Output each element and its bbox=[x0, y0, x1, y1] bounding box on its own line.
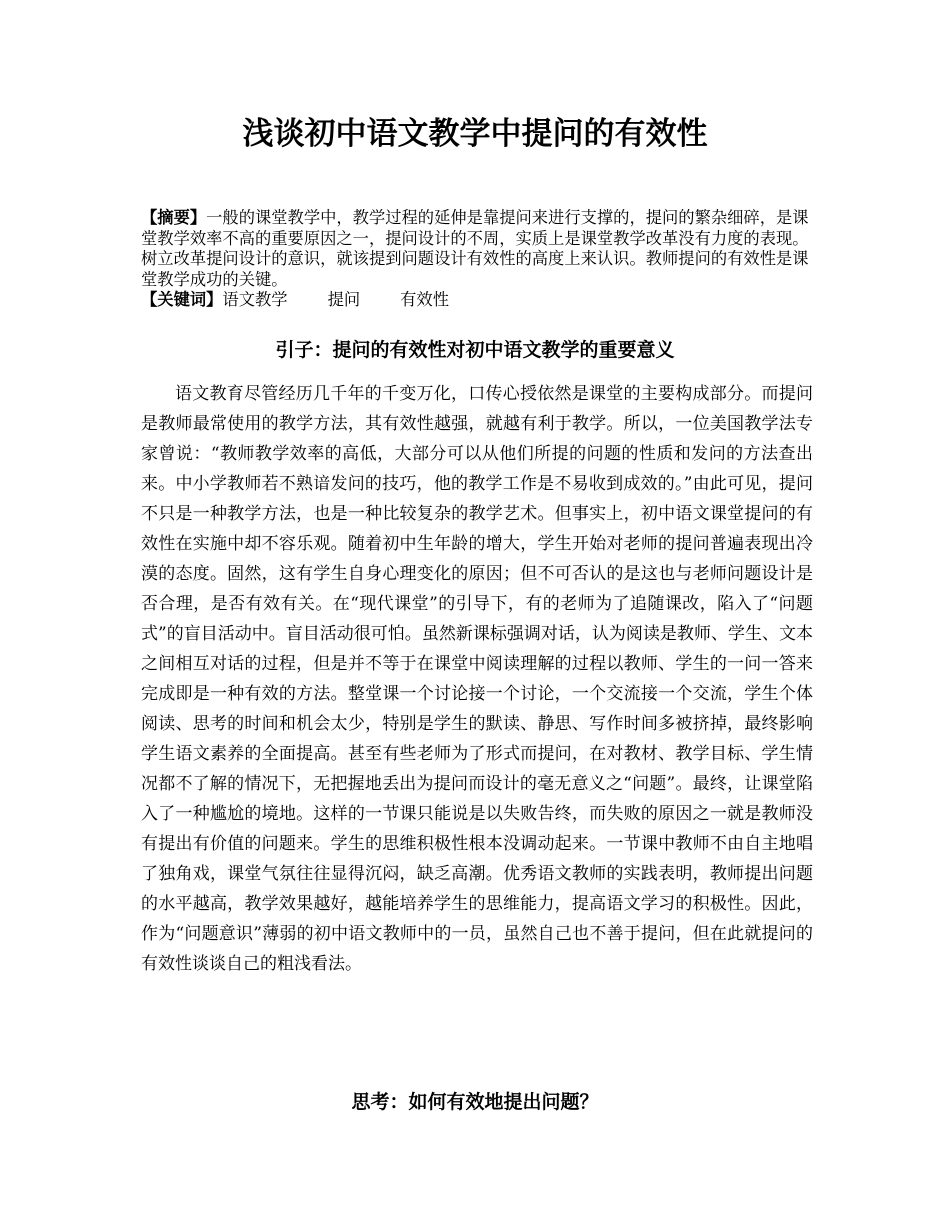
abstract bbox=[141, 208, 813, 290]
keyword-item: 提问 bbox=[327, 290, 361, 309]
body-paragraph: 语文教育尽管经历几千年的千变万化，口传心授依然是课堂的主要构成部分。而提问是教师最常使用的教学方法，其有效性越强，就越有利于教学。所以，一位美国教学法专家曾说：“教师教学效率的高低，大部分可以从他们所提的问题的性质和发问的方法查出来。中小学教师若不熟谙发问的技巧，他的教学工作是不易收到成效的。”由此可见，提问不只是一种教学方法，也是一种比较复杂的教学艺术。但事实上，初中语文课堂提问的有效性在实施中却不容乐观。随着初中生年龄的增大，学生开始对老师的提问普遍表现出冷漠的态度。固然，这有学生自身心理变化的原因；但不可否认的是这也与老师问题设计是否合理，是否有效有关。在“现代课堂”的引导下，有的老师为了追随课改，陷入了“问题式”的盲目活动中。盲目活动很可怕。虽然新课标强调对话，认为阅读是教师、学生、文本之间相互对话的过程，但是并不等于在课堂中阅读理解的过程以教师、学生的一问一答来完成即是一种有效的方法。整堂课一个讨论接一个讨论，一个交流接一个交流，学生个体阅读、思考的时间和机会太少，特别是学生的默读、静思、写作时间多被挤掉，最终影响学生语文素养的全面提高。甚至有些老师为了形式而提问，在对教材、教学目标、学生情况都不了解的情况下，无把握地丢出为提问而设计的毫无意义之“问题”。最终，让课堂陷入了一种尴尬的境地。这样的一节课只能说是以失败告终，而失败的原因之一就是教师没有提出有价值的问题来。学生的思维积极性根本没调动起来。一节课中教师不由自主地唱了独角戏，课堂气氛往往显得沉闷，缺乏高潮。优秀语文教师的实践表明，教师提出问题的水平越高，教学效果越好，越能培养学生的思维能力，提高语文学习的积极性。因此，作为“问题意识”薄弱的初中语文教师中的一员，虽然自己也不善于提问，但在此就提问的有效性谈谈自己的粗浅看法。 bbox=[141, 384, 813, 974]
section-heading-intro: 引子：提问的有效性对初中语文教学的重要意义 bbox=[275, 339, 675, 361]
keywords bbox=[141, 290, 813, 311]
keyword-item: 有效性 bbox=[400, 290, 449, 309]
document-title: 浅谈初中语文教学中提问的有效性 bbox=[242, 116, 708, 152]
abstract-tag: 【摘要】 bbox=[141, 208, 207, 227]
keywords-tag: 【关键词】 bbox=[141, 290, 223, 309]
section-heading-think: 思考：如何有效地提出问题？ bbox=[351, 1091, 599, 1113]
keyword-item: 语文教学 bbox=[222, 290, 288, 309]
abstract-text: 一般的课堂教学中，教学过程的延伸是靠提问来进行支撑的，提问的繁杂细碎，是课堂教学效率不高的重要原因之一，提问设计的不周，实质上是课堂教学改革没有力度的表现。树立改革提问设计的意识，就该提到问题设计有效性的高度上来认识。教师提问的有效性是课堂教学成功的关键。 bbox=[141, 208, 809, 289]
